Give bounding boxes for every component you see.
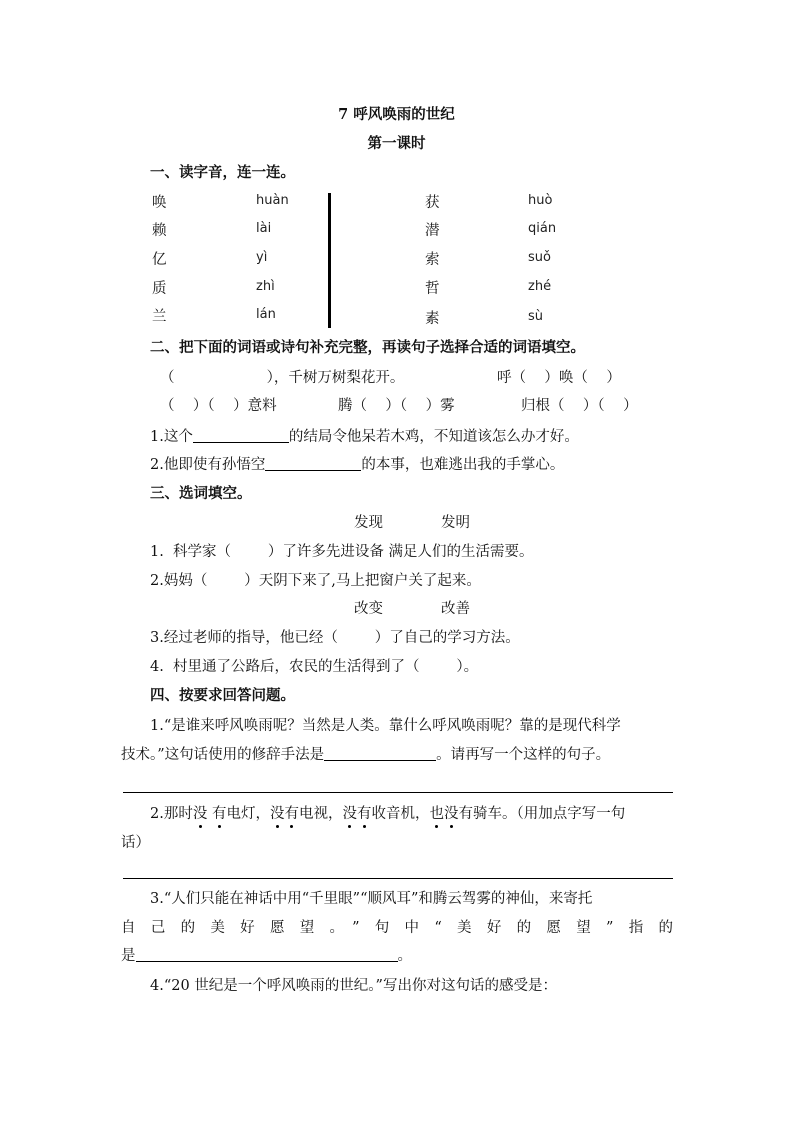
answer-blank[interactable]	[265, 456, 361, 471]
right-pinyin: huò	[528, 193, 553, 208]
left-pinyin: zhì	[256, 279, 275, 294]
answer-blank[interactable]	[136, 947, 398, 962]
s4-q1-line1: 1.“是谁来呼风唤雨呢？当然是人类。靠什么呼风唤雨呢？靠的是现代科学	[150, 718, 621, 734]
right-pinyin: zhé	[528, 279, 552, 294]
idiom-fill-tengwu: 腾（ ）（ ）雾	[338, 398, 455, 414]
s2-question-1: 1.这个 的结局令他呆若木鸡，不知道该怎么办才好。	[150, 429, 579, 445]
s3-question-3: 3.经过老师的指导，他已经（ ）了自己的学习方法。	[150, 630, 520, 646]
section1-heading: 一、读字音，连一连。	[150, 164, 295, 181]
word-choice: 发明	[441, 515, 470, 531]
s4-q3-line3: 是 。	[121, 948, 412, 964]
word-choice: 改善	[441, 601, 470, 617]
s3-question-2: 2.妈妈（ ）天阴下来了,马上把窗户关了起来。	[150, 573, 481, 589]
right-pinyin: qián	[528, 221, 557, 236]
section4-heading: 四、按要求回答问题。	[150, 687, 295, 704]
answer-line[interactable]	[123, 792, 673, 793]
left-char: 赖	[152, 223, 167, 239]
section2-heading: 二、把下面的词语或诗句补充完整，再读句子选择合适的词语填空。	[150, 339, 585, 356]
idiom-fill-guigen: 归根（ ）（ ）	[521, 398, 638, 414]
left-pinyin: yì	[256, 250, 268, 265]
right-char: 哲	[425, 281, 440, 297]
s4-q2-line1: 2.那时没 有电灯，没有电视，没有收音机，也没有骑车。（用加点字写一句	[150, 802, 625, 823]
s4-q3-line1: 3.“人们只能在神话中用“千里眼”“顺风耳”和腾云驾雾的神仙，来寄托	[150, 891, 593, 907]
page-title: 7 呼风唤雨的世纪	[338, 106, 455, 123]
word-choice: 改变	[354, 601, 383, 617]
left-char: 质	[152, 281, 167, 297]
right-char: 索	[425, 252, 440, 268]
s3-question-1: 1. 科学家（ ）了许多先进设备 满足人们的生活需要。	[150, 544, 534, 560]
right-pinyin: sù	[528, 309, 544, 324]
s4-q4: 4.“20 世纪是一个呼风唤雨的世纪。”写出你对这句话的感受是：	[150, 978, 557, 994]
s4-q3-line2: 自己的美好愿望。”句中“美好的愿望”指的	[121, 920, 673, 936]
s3-question-4: 4. 村里通了公路后，农民的生活得到了（ ）。	[150, 659, 479, 675]
idiom-fill-huhuan: 呼（ ）唤（ ）	[497, 370, 621, 386]
section3-heading: 三、选词填空。	[150, 485, 252, 502]
page-subtitle: 第一课时	[367, 135, 426, 152]
word-choice: 发现	[354, 515, 383, 531]
answer-line[interactable]	[123, 878, 673, 879]
left-pinyin: huàn	[256, 193, 289, 208]
divider-line	[328, 193, 331, 328]
right-char: 潜	[425, 223, 440, 239]
s4-q1-line2: 技术。”这句话使用的修辞手法是 。请再写一个这样的句子。	[121, 747, 611, 763]
left-pinyin: lài	[256, 221, 272, 236]
s4-q2-line2: 话）	[121, 835, 150, 851]
answer-blank[interactable]	[324, 746, 436, 761]
s2-question-2: 2.他即使有孙悟空 的本事，也难逃出我的手掌心。	[150, 457, 565, 473]
answer-blank[interactable]	[193, 428, 289, 443]
left-char: 兰	[152, 309, 167, 325]
right-char: 获	[425, 195, 440, 211]
right-pinyin: suǒ	[528, 250, 551, 265]
right-char: 素	[425, 311, 440, 327]
poem-fill-line: （ ），千树万树梨花开。	[160, 370, 405, 386]
left-char: 唤	[152, 195, 167, 211]
idiom-fill-yiliao: （ ）（ ）意料	[160, 398, 277, 414]
left-pinyin: lán	[256, 307, 276, 322]
left-char: 亿	[152, 252, 167, 268]
